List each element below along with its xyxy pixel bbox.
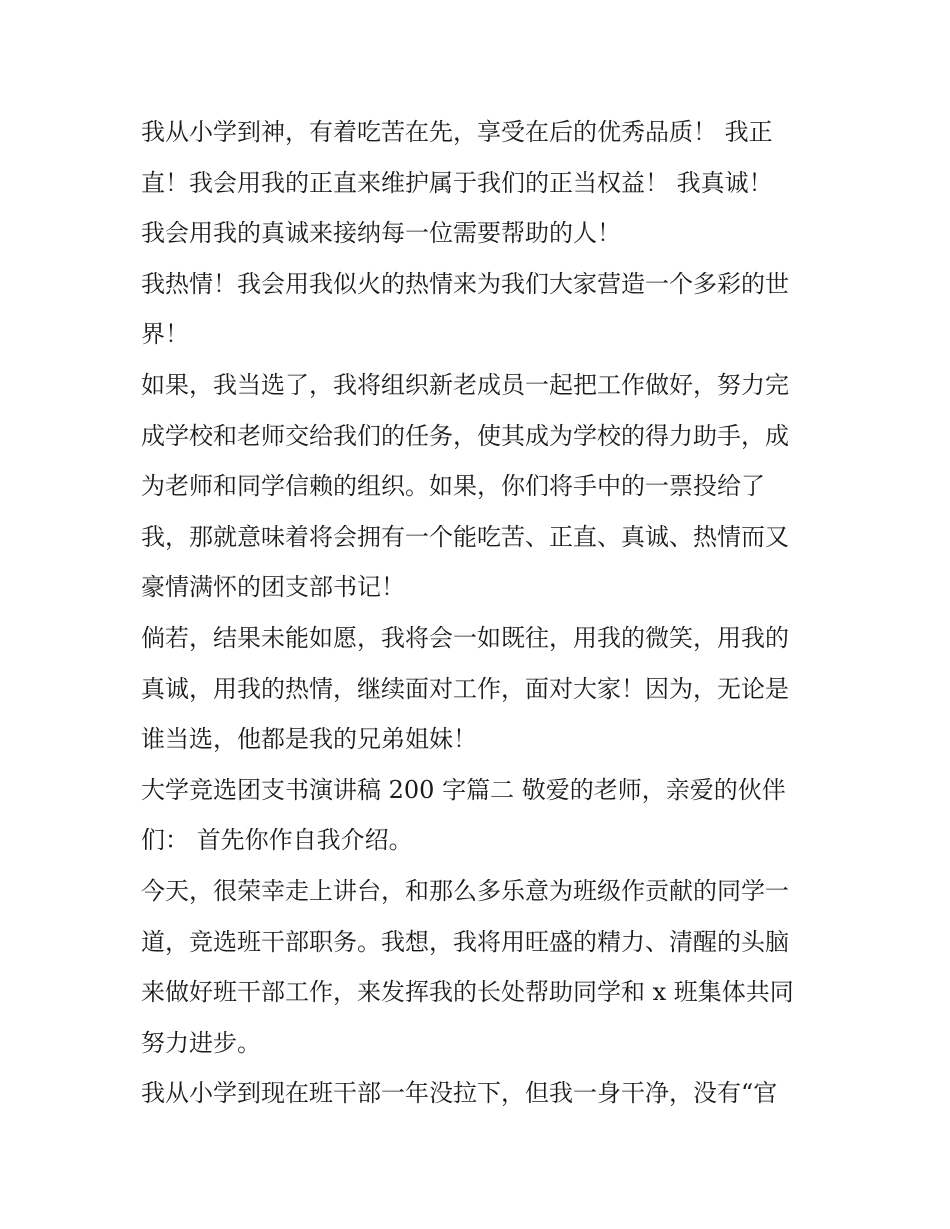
text-line: 我热情！我会用我似火的热情来为我们大家营造一个多彩的世 <box>141 269 789 298</box>
text-line: 谁当选，他都是我的兄弟姐妹！ <box>141 725 477 754</box>
text-line: 如果，我当选了，我将组织新老成员一起把工作做好，努力完 <box>141 370 789 399</box>
text-line: 努力进步。 <box>141 1028 261 1057</box>
text-line: 大学竞选团支书演讲稿 200 字篇二 敬爱的老师，亲爱的伙伴 <box>141 775 786 804</box>
text-line: 真诚，用我的热情，继续面对工作，面对大家！因为，无论是 <box>141 674 789 703</box>
text-line: 成学校和老师交给我们的任务，使其成为学校的得力助手，成 <box>141 421 789 450</box>
text-line: 我会用我的真诚来接纳每一位需要帮助的人！ <box>141 219 621 248</box>
text-line: 直！我会用我的正直来维护属于我们的正当权益！ 我真诚！ <box>141 168 773 197</box>
text-line: 豪情满怀的团支部书记！ <box>141 573 405 602</box>
text-line: 来做好班干部工作，来发挥我的长处帮助同学和 x 班集体共同 <box>141 978 794 1007</box>
text-line: 道，竞选班干部职务。我想，我将用旺盛的精力、清醒的头脑 <box>141 927 789 956</box>
text-line: 们： 首先你作自我介绍。 <box>141 826 413 855</box>
document-body <box>141 107 813 1119</box>
text-line: 倘若，结果未能如愿，我将会一如既往，用我的微笑，用我的 <box>141 623 789 652</box>
text-line: 我从小学到现在班干部一年没拉下，但我一身干净，没有“官 <box>141 1079 778 1108</box>
text-line: 今天，很荣幸走上讲台，和那么多乐意为班级作贡献的同学一 <box>141 876 789 905</box>
text-line: 界！ <box>141 320 189 349</box>
text-line: 我从小学到神，有着吃苦在先，享受在后的优秀品质！ 我正 <box>141 118 773 146</box>
text-line: 为老师和同学信赖的组织。如果，你们将手中的一票投给了 <box>141 472 765 501</box>
text-line: 我，那就意味着将会拥有一个能吃苦、正直、真诚、热情而又 <box>141 522 789 551</box>
